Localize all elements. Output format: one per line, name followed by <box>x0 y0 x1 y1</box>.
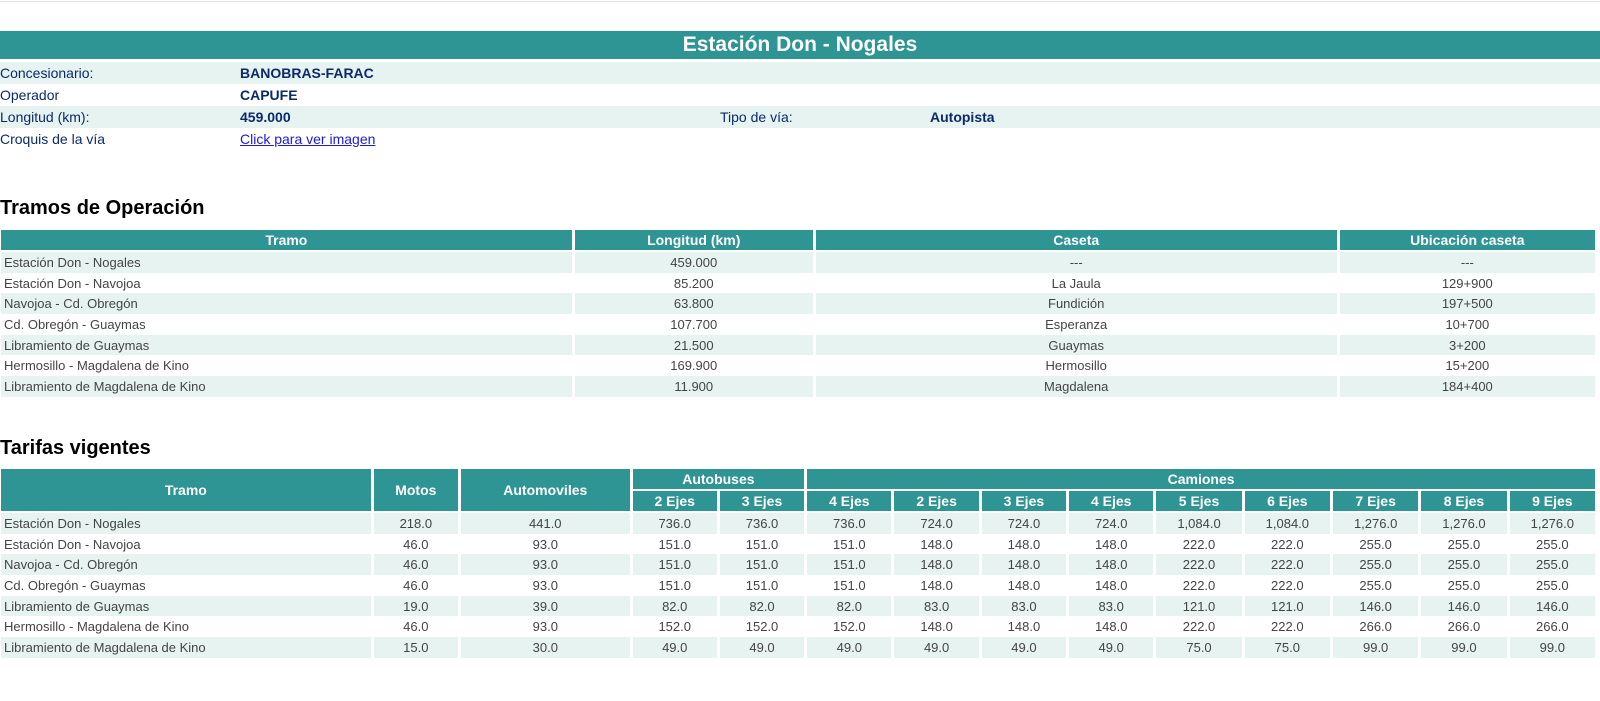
table-cell: 222.0 <box>1182 577 1216 593</box>
table-cell: 151.0 <box>658 536 691 552</box>
table-cell: 49.0 <box>720 637 804 658</box>
table-cell: 148.0 <box>894 554 978 575</box>
table-cell: 83.0 <box>982 596 1066 617</box>
table-cell: Cd. Obregón - Guaymas <box>4 316 146 332</box>
table-cell: 148.0 <box>920 536 953 552</box>
column-group-camiones: Camiones <box>807 469 1595 491</box>
table-cell: 75.0 <box>1245 637 1330 658</box>
column-header-ejes: 9 Ejes <box>1510 491 1595 513</box>
table-cell: 49.0 <box>1069 637 1153 658</box>
table-row <box>1 575 1595 596</box>
table-cell: 255.0 <box>1359 577 1392 593</box>
table-cell: 49.0 <box>633 637 717 658</box>
table-cell: 152.0 <box>745 619 779 635</box>
table-cell: 255.0 <box>1359 536 1392 552</box>
info-row-longitud <box>0 106 1600 128</box>
column-header-longitud: Longitud (km) <box>575 230 813 252</box>
table-cell: 724.0 <box>982 513 1066 534</box>
table-cell: 148.0 <box>1007 619 1041 635</box>
table-cell: 93.0 <box>532 577 558 593</box>
operador-label: Operador <box>0 87 60 103</box>
table-cell: 146.0 <box>1510 596 1595 617</box>
table-cell: 148.0 <box>1007 577 1041 593</box>
tramos-heading: Tramos de Operación <box>0 197 205 219</box>
table-cell: 1,276.0 <box>1421 513 1506 534</box>
table-row <box>1 252 1595 273</box>
table-cell: 82.0 <box>807 596 891 617</box>
table-cell: 222.0 <box>1245 554 1330 575</box>
tarifas-table <box>0 469 1598 658</box>
table-cell: 146.0 <box>1421 596 1506 617</box>
table-cell: Cd. Obregón - Guaymas <box>4 577 146 593</box>
table-row <box>1 293 1595 314</box>
table-cell: 83.0 <box>1069 596 1153 617</box>
concesionario-label: Concesionario: <box>0 65 94 81</box>
tipo-via-label: Tipo de vía: <box>720 109 793 125</box>
column-header-ejes: 3 Ejes <box>982 491 1066 513</box>
table-cell: 255.0 <box>1447 577 1481 593</box>
table-cell: 15.0 <box>374 637 458 658</box>
table-cell: 222.0 <box>1182 536 1216 552</box>
longitud-label: Longitud (km): <box>0 109 90 125</box>
table-row <box>1 273 1595 294</box>
table-cell: 19.0 <box>374 596 458 617</box>
croquis-label: Croquis de la vía <box>0 131 106 147</box>
tarifas-header-row <box>1 469 1595 491</box>
table-cell: 222.0 <box>1271 577 1304 593</box>
table-cell: 151.0 <box>720 554 804 575</box>
table-cell: 724.0 <box>894 513 978 534</box>
table-cell: 222.0 <box>1182 619 1216 635</box>
info-row-croquis <box>0 128 1600 150</box>
table-cell: 1,084.0 <box>1245 513 1330 534</box>
table-cell: 169.900 <box>670 358 718 374</box>
table-cell: 99.0 <box>1421 637 1506 658</box>
operador-value: CAPUFE <box>240 87 298 103</box>
tramos-table <box>0 230 1598 397</box>
table-cell: 3+200 <box>1340 335 1595 356</box>
table-cell: Hermosillo - Magdalena de Kino <box>4 619 189 635</box>
table-cell: 1,276.0 <box>1510 513 1595 534</box>
column-header-automoviles: Automoviles <box>461 469 630 513</box>
table-cell: 222.0 <box>1271 619 1304 635</box>
column-header-ejes: 7 Ejes <box>1333 491 1418 513</box>
column-header-ejes: 3 Ejes <box>720 491 804 513</box>
table-cell: 148.0 <box>1094 536 1128 552</box>
column-header-tramo: Tramo <box>1 230 572 252</box>
table-cell: 93.0 <box>532 619 558 635</box>
table-cell: 83.0 <box>894 596 978 617</box>
table-cell: Fundición <box>816 293 1337 314</box>
table-cell: 151.0 <box>745 536 779 552</box>
table-cell: Libramiento de Guaymas <box>1 335 572 356</box>
table-cell: 152.0 <box>833 619 866 635</box>
table-row <box>1 314 1595 335</box>
table-cell: 99.0 <box>1510 637 1595 658</box>
table-cell: 10+700 <box>1445 316 1490 332</box>
table-cell: 46.0 <box>374 554 458 575</box>
table-cell: 49.0 <box>807 637 891 658</box>
table-cell: 82.0 <box>633 596 717 617</box>
table-cell: 148.0 <box>1007 536 1041 552</box>
table-row <box>1 376 1595 397</box>
column-header-ejes: 8 Ejes <box>1421 491 1506 513</box>
table-cell: 46.0 <box>403 536 429 552</box>
table-cell: 107.700 <box>670 316 718 332</box>
table-cell: 736.0 <box>633 513 717 534</box>
table-cell: 151.0 <box>658 577 691 593</box>
table-cell: Libramiento de Magdalena de Kino <box>1 637 371 658</box>
table-cell: 49.0 <box>894 637 978 658</box>
table-cell: 129+900 <box>1441 275 1493 291</box>
table-row <box>1 637 1595 658</box>
table-cell: 724.0 <box>1069 513 1153 534</box>
croquis-image-link[interactable]: Click para ver imagen <box>240 131 376 147</box>
table-cell: 39.0 <box>461 596 630 617</box>
table-cell: 46.0 <box>403 619 429 635</box>
table-cell: 99.0 <box>1333 637 1418 658</box>
table-row <box>1 355 1595 376</box>
table-cell: Magdalena <box>816 376 1337 397</box>
table-cell: --- <box>1340 252 1595 273</box>
column-header-ejes: 4 Ejes <box>1069 491 1153 513</box>
table-cell: 63.800 <box>575 293 813 314</box>
longitud-value: 459.000 <box>240 109 291 125</box>
table-cell: 93.0 <box>532 536 558 552</box>
table-cell: Navojoa - Cd. Obregón <box>1 293 572 314</box>
table-cell: --- <box>816 252 1337 273</box>
column-header-ejes: 2 Ejes <box>633 491 717 513</box>
table-cell: 255.0 <box>1333 554 1418 575</box>
table-cell: 441.0 <box>461 513 630 534</box>
table-cell: 148.0 <box>982 554 1066 575</box>
table-cell: 148.0 <box>1094 619 1128 635</box>
table-cell: 266.0 <box>1359 619 1392 635</box>
column-header-ejes: 2 Ejes <box>894 491 978 513</box>
table-cell: Libramiento de Magdalena de Kino <box>1 376 572 397</box>
table-cell: 121.0 <box>1245 596 1330 617</box>
table-cell: Navojoa - Cd. Obregón <box>1 554 371 575</box>
table-cell: 15+200 <box>1445 358 1490 374</box>
table-row <box>1 616 1595 637</box>
table-cell: 49.0 <box>982 637 1066 658</box>
table-cell: Esperanza <box>1045 316 1108 332</box>
table-cell: Estación Don - Nogales <box>1 252 572 273</box>
table-cell: Estación Don - Navojoa <box>4 536 141 552</box>
top-divider <box>0 1 1600 2</box>
table-cell: 459.000 <box>575 252 813 273</box>
table-cell: 151.0 <box>807 554 891 575</box>
table-cell: Estación Don - Nogales <box>1 513 371 534</box>
column-header-caseta: Caseta <box>816 230 1337 252</box>
column-header-ejes: 6 Ejes <box>1245 491 1330 513</box>
table-row <box>1 513 1595 534</box>
table-cell: 30.0 <box>461 637 630 658</box>
table-cell: Hermosillo - Magdalena de Kino <box>4 358 189 374</box>
table-cell: 736.0 <box>807 513 891 534</box>
table-cell: 148.0 <box>920 577 953 593</box>
table-row <box>1 335 1595 356</box>
table-cell: 148.0 <box>920 619 953 635</box>
table-row <box>1 554 1595 575</box>
tramos-header-row <box>1 230 1595 252</box>
table-cell: 151.0 <box>833 577 866 593</box>
table-cell: 46.0 <box>403 577 429 593</box>
table-cell: 255.0 <box>1536 577 1569 593</box>
table-cell: 184+400 <box>1340 376 1595 397</box>
table-cell: 222.0 <box>1271 536 1304 552</box>
page-title: Estación Don - Nogales <box>0 31 1600 59</box>
table-row <box>1 534 1595 555</box>
table-cell: 152.0 <box>658 619 691 635</box>
column-header-ejes: 4 Ejes <box>807 491 891 513</box>
table-cell: 82.0 <box>720 596 804 617</box>
table-cell: 736.0 <box>720 513 804 534</box>
table-cell: 151.0 <box>633 554 717 575</box>
station-info <box>0 62 1600 150</box>
table-cell: 266.0 <box>1536 619 1569 635</box>
table-cell: Guaymas <box>816 335 1337 356</box>
table-cell: 255.0 <box>1536 536 1569 552</box>
table-row <box>1 596 1595 617</box>
table-cell: 151.0 <box>745 577 779 593</box>
table-cell: Estación Don - Navojoa <box>4 275 141 291</box>
column-group-autobuses: Autobuses <box>633 469 805 491</box>
table-cell: 255.0 <box>1421 554 1506 575</box>
info-row-concesionario <box>0 62 1600 84</box>
column-header-motos: Motos <box>374 469 458 513</box>
table-cell: Hermosillo <box>1045 358 1107 374</box>
table-cell: 222.0 <box>1156 554 1241 575</box>
table-cell: 255.0 <box>1510 554 1595 575</box>
tipo-via-value: Autopista <box>930 109 995 125</box>
table-cell: 1,084.0 <box>1156 513 1241 534</box>
table-cell: 11.900 <box>575 376 813 397</box>
table-cell: La Jaula <box>1051 275 1101 291</box>
column-header-ejes: 5 Ejes <box>1156 491 1241 513</box>
table-cell: 93.0 <box>461 554 630 575</box>
table-cell: Libramiento de Guaymas <box>1 596 371 617</box>
concesionario-value: BANOBRAS-FARAC <box>240 65 374 81</box>
table-cell: 255.0 <box>1447 536 1481 552</box>
table-cell: 75.0 <box>1156 637 1241 658</box>
info-row-operador <box>0 84 1600 106</box>
table-cell: 21.500 <box>575 335 813 356</box>
table-cell: 266.0 <box>1447 619 1481 635</box>
table-cell: 1,276.0 <box>1333 513 1418 534</box>
table-cell: 148.0 <box>1069 554 1153 575</box>
column-header-tramo: Tramo <box>1 469 371 513</box>
table-cell: 85.200 <box>673 275 714 291</box>
table-cell: 151.0 <box>833 536 866 552</box>
table-cell: 218.0 <box>374 513 458 534</box>
table-cell: 146.0 <box>1333 596 1418 617</box>
tarifas-heading: Tarifas vigentes <box>0 437 151 459</box>
table-cell: 121.0 <box>1156 596 1241 617</box>
table-cell: 197+500 <box>1340 293 1595 314</box>
column-header-ubicacion: Ubicación caseta <box>1340 230 1595 252</box>
table-cell: 148.0 <box>1094 577 1128 593</box>
